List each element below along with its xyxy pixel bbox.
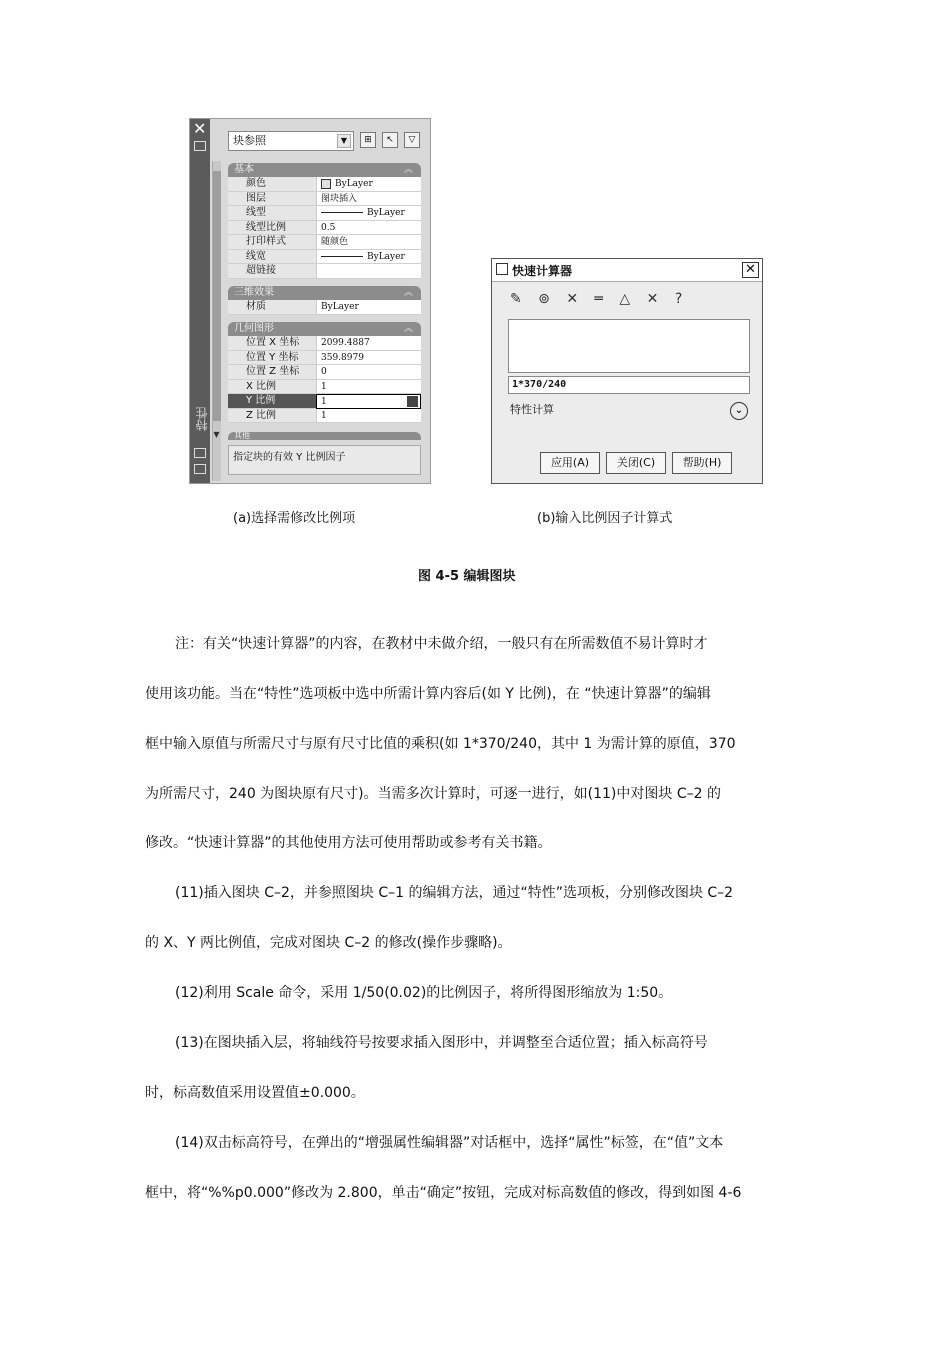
- section-basic[interactable]: [228, 163, 421, 177]
- collapse-icon[interactable]: ︽: [403, 324, 413, 334]
- section-3d[interactable]: [228, 286, 421, 300]
- expand-icon[interactable]: ⌄: [730, 402, 748, 420]
- property-value[interactable]: [316, 409, 421, 424]
- calculator-toolbar[interactable]: ✎ ⊚ ✕ ═ △ ✕ ?: [510, 291, 689, 307]
- chevron-down-icon[interactable]: ▼: [337, 134, 351, 148]
- property-value[interactable]: [316, 177, 421, 192]
- calculator-app-icon: [496, 263, 508, 275]
- property-name: 位置 X 坐标: [228, 336, 316, 351]
- property-value[interactable]: [316, 351, 421, 366]
- section-geometry[interactable]: [228, 322, 421, 336]
- property-description: 指定块的有效 Y 比例因子: [228, 445, 421, 475]
- property-name: 图层: [228, 192, 316, 207]
- property-name: 位置 Z 坐标: [228, 365, 316, 380]
- palette-autohide-icon[interactable]: [194, 141, 206, 151]
- property-value[interactable]: [316, 221, 421, 236]
- linetype-sample: [321, 256, 363, 257]
- palette-close-icon[interactable]: ✕: [193, 119, 207, 138]
- quick-select-icon[interactable]: ▽: [404, 132, 420, 148]
- object-type-select[interactable]: [228, 131, 354, 151]
- property-row[interactable]: [228, 409, 421, 424]
- property-name: 位置 Y 坐标: [228, 351, 316, 366]
- property-row[interactable]: [228, 192, 421, 207]
- text-line: (12)利用 Scale 命令，采用 1/50(0.02)的比例因子，将所得图形缩放为 1:50。: [175, 985, 673, 1001]
- property-row[interactable]: [228, 235, 421, 250]
- close-button[interactable]: 关闭(C): [606, 452, 666, 474]
- property-value-text: 1: [321, 410, 327, 421]
- property-row[interactable]: [228, 380, 421, 395]
- property-value[interactable]: [316, 235, 421, 250]
- property-value-text: ByLayer: [321, 302, 359, 312]
- property-value-text: 2099.4887: [321, 338, 370, 348]
- caption-a: (a)选择需修改比例项: [233, 511, 356, 526]
- property-value[interactable]: [316, 300, 421, 315]
- property-row[interactable]: [228, 221, 421, 236]
- property-value-text: 随颜色: [321, 237, 349, 247]
- property-row[interactable]: [228, 250, 421, 265]
- property-row[interactable]: [228, 177, 421, 192]
- text-line: 的 X、Y 两比例值，完成对图块 C–2 的修改(操作步骤略)。: [145, 935, 512, 951]
- property-value-text: 1: [321, 397, 327, 407]
- scroll-down-icon[interactable]: ▼: [213, 430, 220, 439]
- collapse-icon[interactable]: ︽: [403, 288, 413, 298]
- property-name: 颜色: [228, 177, 316, 192]
- property-row[interactable]: [228, 365, 421, 380]
- property-row[interactable]: [228, 394, 421, 409]
- property-value-text: 1: [321, 381, 327, 392]
- section-3d-label: 三维效果: [234, 287, 274, 298]
- properties-palette: [189, 118, 431, 484]
- color-swatch: [321, 179, 331, 189]
- text-line: 为所需尺寸，240 为图块原有尺寸)。当需多次计算时，可逐一进行，如(11)中对图块 C–2 的: [145, 786, 721, 802]
- property-value-text: ByLayer: [335, 179, 373, 189]
- section-geometry-label: 几何图形: [234, 323, 274, 334]
- property-calc-label: 特性计算: [510, 403, 554, 416]
- caption-b: (b)输入比例因子计算式: [537, 511, 673, 526]
- property-row[interactable]: [228, 351, 421, 366]
- history-area: [508, 319, 750, 373]
- property-row[interactable]: [228, 264, 421, 279]
- property-value[interactable]: [316, 206, 421, 221]
- property-name: Y 比例: [228, 394, 316, 409]
- section-basic-label: 基本: [234, 164, 254, 175]
- figure-caption: 图 4-5 编辑图块: [418, 569, 516, 584]
- dialog-title-bar: [492, 259, 762, 282]
- property-value-text: 图块插入: [321, 193, 358, 204]
- text-line: 框中输入原值与所需尺寸与原有尺寸比值的乘积(如 1*370/240，其中 1 为需计算的原值，370: [145, 736, 736, 752]
- palette-menu-icon[interactable]: [194, 464, 206, 474]
- calculator-icon[interactable]: [407, 396, 418, 407]
- property-row[interactable]: [228, 336, 421, 351]
- text-line: 使用该功能。当在“特性”选项板中选中所需计算内容后(如 Y 比例)，在 “快速计算器”的编辑: [145, 686, 711, 702]
- property-value[interactable]: [316, 192, 421, 207]
- apply-button[interactable]: 应用(A): [540, 452, 600, 474]
- palette-side-label: 特性: [195, 407, 209, 431]
- property-value[interactable]: [316, 336, 421, 351]
- text-line: 注：有关“快速计算器”的内容，在教材中未做介绍，一般只有在所需数值不易计算时才: [175, 636, 708, 652]
- text-line: 修改。“快速计算器”的其他使用方法可使用帮助或参考有关书籍。: [145, 835, 552, 851]
- property-value-text: 359.8979: [321, 352, 364, 363]
- property-value[interactable]: [316, 394, 421, 409]
- text-line: (11)插入图块 C–2，并参照图块 C–1 的编辑方法，通过“特性”选项板，分别修改图块 C–2: [175, 885, 734, 901]
- property-name: 线型: [228, 206, 316, 221]
- property-value[interactable]: [316, 264, 421, 279]
- property-name: Z 比例: [228, 409, 316, 424]
- property-value[interactable]: [316, 380, 421, 395]
- text-line: 时，标高数值采用设置值±0.000。: [145, 1085, 365, 1101]
- property-name: 超链接: [228, 264, 316, 279]
- text-line: (14)双击标高符号，在弹出的“增强属性编辑器”对话框中，选择“属性”标签，在“值”文本: [175, 1135, 724, 1151]
- property-name: 线宽: [228, 250, 316, 265]
- property-value-text: 0: [321, 367, 327, 377]
- property-row[interactable]: [228, 300, 421, 315]
- collapse-icon[interactable]: ︽: [403, 165, 413, 175]
- select-objects-icon[interactable]: ↖: [382, 132, 398, 148]
- dialog-title: 快速计算器: [512, 264, 573, 278]
- palette-side-bar: [190, 119, 210, 483]
- property-value[interactable]: [316, 365, 421, 380]
- property-value-text: 0.5: [321, 222, 336, 233]
- property-name: X 比例: [228, 380, 316, 395]
- property-name: 打印样式: [228, 235, 316, 250]
- help-button[interactable]: 帮助(H): [672, 452, 732, 474]
- close-icon[interactable]: ✕: [742, 262, 759, 278]
- text-line: 框中，将“%%p0.000”修改为 2.800，单击“确定”按钮，完成对标高数值的修改，得到如图 4-6: [145, 1185, 742, 1201]
- property-value-text: ByLayer: [367, 208, 405, 218]
- property-row[interactable]: [228, 206, 421, 221]
- section-misc-label: 其他: [234, 432, 250, 440]
- text-line: (13)在图块插入层，将轴线符号按要求插入图形中，并调整至合适位置；插入标高符号: [175, 1035, 708, 1051]
- palette-properties-icon[interactable]: [194, 448, 206, 458]
- linetype-sample: [321, 212, 363, 213]
- property-name: 材质: [228, 300, 316, 315]
- object-type-value: 块参照: [233, 134, 266, 147]
- quick-calculator-dialog: [491, 258, 763, 484]
- toggle-pickadd-icon[interactable]: ⊞: [360, 132, 376, 148]
- property-name: 线型比例: [228, 221, 316, 236]
- property-value[interactable]: [316, 250, 421, 265]
- section-misc[interactable]: [228, 432, 421, 440]
- expression-input[interactable]: 1*370/240: [508, 376, 750, 394]
- property-value-text: ByLayer: [367, 251, 405, 262]
